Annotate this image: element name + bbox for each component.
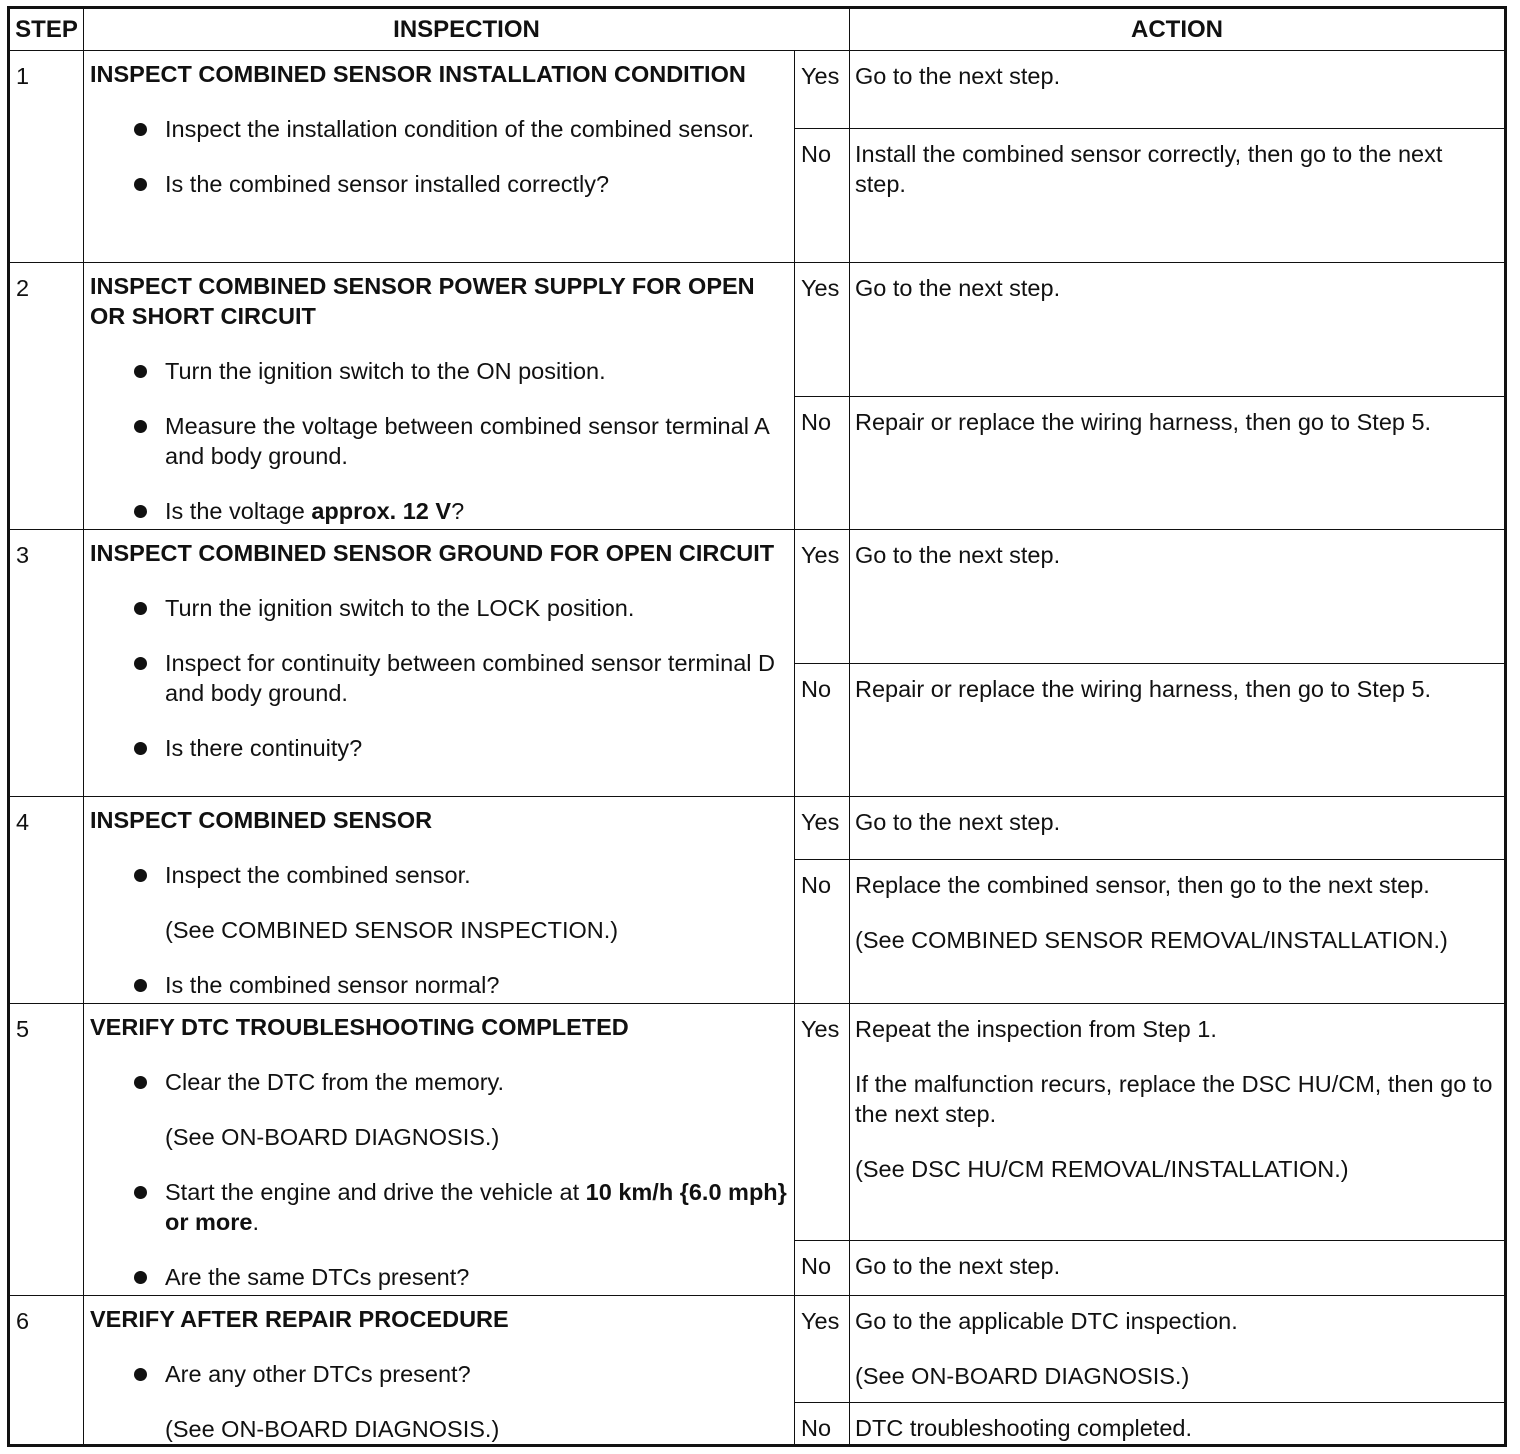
step-title: INSPECT COMBINED SENSOR GROUND FOR OPEN CIRCUIT — [90, 540, 775, 566]
no-action: Replace the combined sensor, then go to the next step. — [855, 872, 1430, 898]
bullet-icon — [134, 178, 147, 191]
no-action: Repair or replace the wiring harness, then go to Step 5. — [850, 397, 1506, 530]
step-number: 6 — [9, 1296, 84, 1446]
no-action: DTC troubleshooting completed. — [850, 1402, 1506, 1445]
step-number: 4 — [9, 797, 84, 1004]
bullet-item: Start the engine and drive the vehicle at 10 km/h {6.0 mph} or more. — [90, 1177, 790, 1237]
bullet-item: Are the same DTCs present? — [90, 1262, 790, 1292]
bullet-icon — [134, 1368, 147, 1381]
step-3-yes-row — [9, 530, 1506, 664]
bullet-icon — [134, 123, 147, 136]
no-label: No — [795, 397, 850, 530]
bullet-icon — [134, 869, 147, 882]
step-1-yes-row — [9, 51, 1506, 129]
bullet-icon — [134, 1186, 147, 1199]
yes-action-cell — [850, 1296, 1506, 1403]
yes-label: Yes — [795, 530, 850, 664]
step-2-inspection — [84, 263, 795, 530]
yes-label: Yes — [795, 1296, 850, 1403]
reference-note: (See ON-BOARD DIAGNOSIS.) — [855, 1363, 1190, 1389]
yes-action-detail: If the malfunction recurs, replace the DSC HU/CM, then go to the next step. — [855, 1071, 1493, 1127]
bullet-item: Is the combined sensor installed correctly? — [90, 169, 790, 199]
bullet-icon — [134, 365, 147, 378]
reference-note: (See DSC HU/CM REMOVAL/INSTALLATION.) — [855, 1156, 1349, 1182]
reference-note: (See ON-BOARD DIAGNOSIS.) — [165, 1416, 500, 1442]
bullet-item: Are any other DTCs present? — [90, 1359, 790, 1389]
yes-action: Repeat the inspection from Step 1. — [855, 1016, 1217, 1042]
no-action-cell — [850, 860, 1506, 1004]
bullet-item: Inspect the combined sensor. — [90, 860, 790, 890]
reference-note: (See COMBINED SENSOR INSPECTION.) — [165, 917, 619, 943]
step-number: 2 — [9, 263, 84, 530]
yes-action: Go to the next step. — [850, 797, 1506, 860]
yes-label: Yes — [795, 263, 850, 397]
step-title: VERIFY AFTER REPAIR PROCEDURE — [90, 1306, 509, 1332]
step-6-yes-row — [9, 1296, 1506, 1403]
no-label: No — [795, 1241, 850, 1296]
step-5-yes-row — [9, 1004, 1506, 1241]
step-number: 3 — [9, 530, 84, 797]
bullet-item: Turn the ignition switch to the ON position. — [90, 356, 790, 386]
bullet-icon — [134, 420, 147, 433]
no-label: No — [795, 129, 850, 263]
step-3-inspection — [84, 530, 795, 797]
bullet-item: Measure the voltage between combined sensor terminal A and body ground. — [90, 411, 790, 471]
yes-action: Go to the applicable DTC inspection. — [855, 1308, 1238, 1334]
bullet-icon — [134, 657, 147, 670]
step-number: 1 — [9, 51, 84, 263]
bullet-icon — [134, 742, 147, 755]
reference-note: (See COMBINED SENSOR REMOVAL/INSTALLATION.) — [855, 927, 1448, 953]
no-action: Install the combined sensor correctly, then go to the next step. — [850, 129, 1506, 263]
reference-note: (See ON-BOARD DIAGNOSIS.) — [165, 1124, 500, 1150]
bullet-icon — [134, 505, 147, 518]
header-inspection: INSPECTION — [84, 8, 850, 51]
yes-label: Yes — [795, 797, 850, 860]
step-1-inspection — [84, 51, 795, 263]
step-number: 5 — [9, 1004, 84, 1296]
step-5-inspection — [84, 1004, 795, 1296]
step-4-yes-row — [9, 797, 1506, 860]
bullet-item: Is the voltage approx. 12 V? — [90, 496, 790, 526]
no-action: Repair or replace the wiring harness, then go to Step 5. — [850, 664, 1506, 797]
step-title: INSPECT COMBINED SENSOR POWER SUPPLY FOR OPEN OR SHORT CIRCUIT — [90, 273, 755, 329]
step-title: INSPECT COMBINED SENSOR INSTALLATION CONDITION — [90, 61, 746, 87]
step-6-inspection — [84, 1296, 795, 1446]
step-4-inspection — [84, 797, 795, 1004]
yes-label: Yes — [795, 51, 850, 129]
bullet-item: Inspect for continuity between combined sensor terminal D and body ground. — [90, 648, 790, 708]
bullet-item: Turn the ignition switch to the LOCK position. — [90, 593, 790, 623]
header-step: STEP — [9, 8, 84, 51]
step-title: INSPECT COMBINED SENSOR — [90, 807, 433, 833]
no-label: No — [795, 1402, 850, 1445]
troubleshooting-table-wrapper — [7, 6, 1507, 1447]
yes-action: Go to the next step. — [850, 51, 1506, 129]
yes-label: Yes — [795, 1004, 850, 1241]
yes-action-cell — [850, 1004, 1506, 1241]
bullet-icon — [134, 602, 147, 615]
no-label: No — [795, 664, 850, 797]
bullet-icon — [134, 1271, 147, 1284]
bullet-item: Is the combined sensor normal? — [90, 970, 790, 1000]
bullet-item: Is there continuity? — [90, 733, 790, 763]
yes-action: Go to the next step. — [850, 263, 1506, 397]
header-row — [9, 8, 1506, 51]
header-action: ACTION — [850, 8, 1506, 51]
bullet-item: Clear the DTC from the memory. — [90, 1067, 790, 1097]
step-2-yes-row — [9, 263, 1506, 397]
troubleshooting-table — [7, 6, 1507, 1447]
no-action: Go to the next step. — [850, 1241, 1506, 1296]
no-label: No — [795, 860, 850, 1004]
step-title: VERIFY DTC TROUBLESHOOTING COMPLETED — [90, 1014, 629, 1040]
bullet-icon — [134, 979, 147, 992]
bullet-item: Inspect the installation condition of the combined sensor. — [90, 114, 790, 144]
bullet-icon — [134, 1076, 147, 1089]
yes-action: Go to the next step. — [850, 530, 1506, 664]
